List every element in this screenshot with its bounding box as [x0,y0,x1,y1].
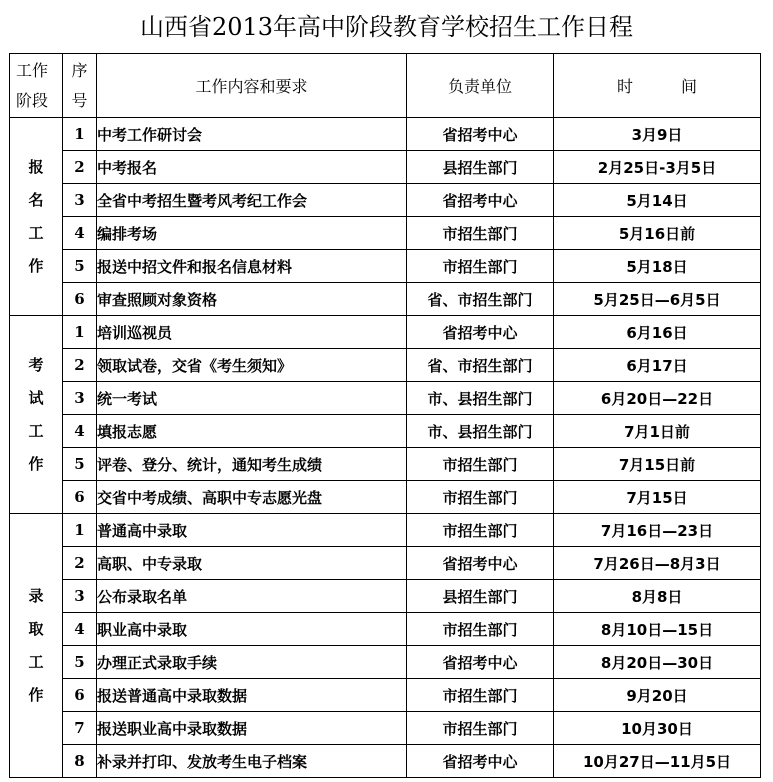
unit-cell: 市招生部门 [407,613,554,646]
content-cell: 交省中考成绩、高职中专志愿光盘 [97,481,407,514]
table-row [10,217,761,250]
time-cell: 6月17日 [554,349,761,382]
seq-cell: 4 [63,415,97,448]
schedule-table [9,53,761,778]
seq-cell: 5 [63,448,97,481]
unit-cell: 县招生部门 [407,151,554,184]
time-cell: 7月1日前 [554,415,761,448]
unit-cell: 省招考中心 [407,547,554,580]
header-unit: 负责单位 [407,54,554,118]
unit-cell: 市招生部门 [407,712,554,745]
content-cell: 报送职业高中录取数据 [97,712,407,745]
table-row [10,448,761,481]
header-time [554,54,761,118]
header-stage [10,54,63,118]
time-cell: 9月20日 [554,679,761,712]
table-row [10,679,761,712]
content-cell: 高职、中专录取 [97,547,407,580]
content-cell: 中考工作研讨会 [97,118,407,151]
time-cell: 2月25日-3月5日 [554,151,761,184]
time-cell: 8月20日—30日 [554,646,761,679]
time-cell: 3月9日 [554,118,761,151]
time-cell: 6月16日 [554,316,761,349]
header-seq-line1: 序 [71,60,88,80]
stage-char: 考 [28,355,44,374]
unit-cell: 市招生部门 [407,679,554,712]
content-cell: 办理正式录取手续 [97,646,407,679]
table-row [10,481,761,514]
header-time-part1: 时 [616,77,633,96]
time-cell: 6月20日—22日 [554,382,761,415]
stage-char: 工 [28,421,44,440]
seq-cell: 2 [63,151,97,184]
content-cell: 普通高中录取 [97,514,407,547]
time-cell: 7月15日 [554,481,761,514]
header-stage-line2: 阶段 [16,90,49,110]
header-seq-line2: 号 [71,90,88,110]
table-row [10,349,761,382]
content-cell: 培训巡视员 [97,316,407,349]
table-row [10,118,761,151]
table-row [10,382,761,415]
header-time-part2: 间 [681,77,698,96]
unit-cell: 省招考中心 [407,316,554,349]
stage-cell [10,514,63,778]
content-cell: 审查照顾对象资格 [97,283,407,316]
unit-cell: 市招生部门 [407,448,554,481]
time-cell: 7月26日—8月3日 [554,547,761,580]
stage-char: 工 [28,652,44,671]
seq-cell: 5 [63,250,97,283]
table-row [10,712,761,745]
time-cell: 5月18日 [554,250,761,283]
content-cell: 统一考试 [97,382,407,415]
table-row [10,547,761,580]
content-cell: 全省中考招生暨考风考纪工作会 [97,184,407,217]
time-cell: 8月8日 [554,580,761,613]
time-cell: 5月14日 [554,184,761,217]
content-cell: 报送普通高中录取数据 [97,679,407,712]
seq-cell: 1 [63,514,97,547]
table-row [10,745,761,778]
time-cell: 8月10日—15日 [554,613,761,646]
stage-cell [10,118,63,316]
stage-char: 录 [28,586,44,605]
table-row [10,514,761,547]
unit-cell: 县招生部门 [407,580,554,613]
unit-cell: 市、县招生部门 [407,415,554,448]
content-cell: 公布录取名单 [97,580,407,613]
document-title: 山西省2013年高中阶段教育学校招生工作日程 [139,13,634,41]
seq-cell: 4 [63,613,97,646]
unit-cell: 省、市招生部门 [407,283,554,316]
content-cell: 职业高中录取 [97,613,407,646]
seq-cell: 6 [63,481,97,514]
header-content: 工作内容和要求 [97,54,407,118]
header-stage-line1: 工作 [16,60,49,80]
time-cell: 10月30日 [554,712,761,745]
content-cell: 领取试卷，交省《考生须知》 [97,349,407,382]
stage-char: 报 [28,157,44,176]
unit-cell: 市招生部门 [407,481,554,514]
table-row [10,316,761,349]
time-cell: 5月25日—6月5日 [554,283,761,316]
seq-cell: 3 [63,580,97,613]
unit-cell: 省招考中心 [407,646,554,679]
table-row [10,283,761,316]
stage-cell [10,316,63,514]
seq-cell: 7 [63,712,97,745]
content-cell: 报送中招文件和报名信息材料 [97,250,407,283]
table-row [10,184,761,217]
content-cell: 评卷、登分、统计，通知考生成绩 [97,448,407,481]
time-cell: 10月27日—11月5日 [554,745,761,778]
seq-cell: 5 [63,646,97,679]
stage-char: 名 [28,190,44,209]
unit-cell: 省招考中心 [407,745,554,778]
table-header-row [10,54,761,118]
table-row [10,580,761,613]
stage-char: 作 [28,256,44,275]
unit-cell: 省招考中心 [407,184,554,217]
seq-cell: 6 [63,283,97,316]
unit-cell: 市招生部门 [407,217,554,250]
content-cell: 编排考场 [97,217,407,250]
seq-cell: 2 [63,547,97,580]
content-cell: 补录并打印、发放考生电子档案 [97,745,407,778]
table-row [10,151,761,184]
unit-cell: 市、县招生部门 [407,382,554,415]
seq-cell: 3 [63,184,97,217]
stage-char: 取 [28,619,44,638]
unit-cell: 市招生部门 [407,514,554,547]
unit-cell: 省招考中心 [407,118,554,151]
content-cell: 中考报名 [97,151,407,184]
table-row [10,646,761,679]
seq-cell: 6 [63,679,97,712]
time-cell: 5月16日前 [554,217,761,250]
seq-cell: 1 [63,118,97,151]
table-row [10,250,761,283]
time-cell: 7月15日前 [554,448,761,481]
time-cell: 7月16日—23日 [554,514,761,547]
seq-cell: 3 [63,382,97,415]
stage-char: 试 [28,388,44,407]
table-row [10,415,761,448]
seq-cell: 1 [63,316,97,349]
seq-cell: 2 [63,349,97,382]
unit-cell: 市招生部门 [407,250,554,283]
table-row [10,613,761,646]
stage-char: 工 [28,223,44,242]
seq-cell: 8 [63,745,97,778]
unit-cell: 省、市招生部门 [407,349,554,382]
header-seq [63,54,97,118]
seq-cell: 4 [63,217,97,250]
stage-char: 作 [28,454,44,473]
stage-char: 作 [28,685,44,704]
content-cell: 填报志愿 [97,415,407,448]
table-body [10,118,761,778]
